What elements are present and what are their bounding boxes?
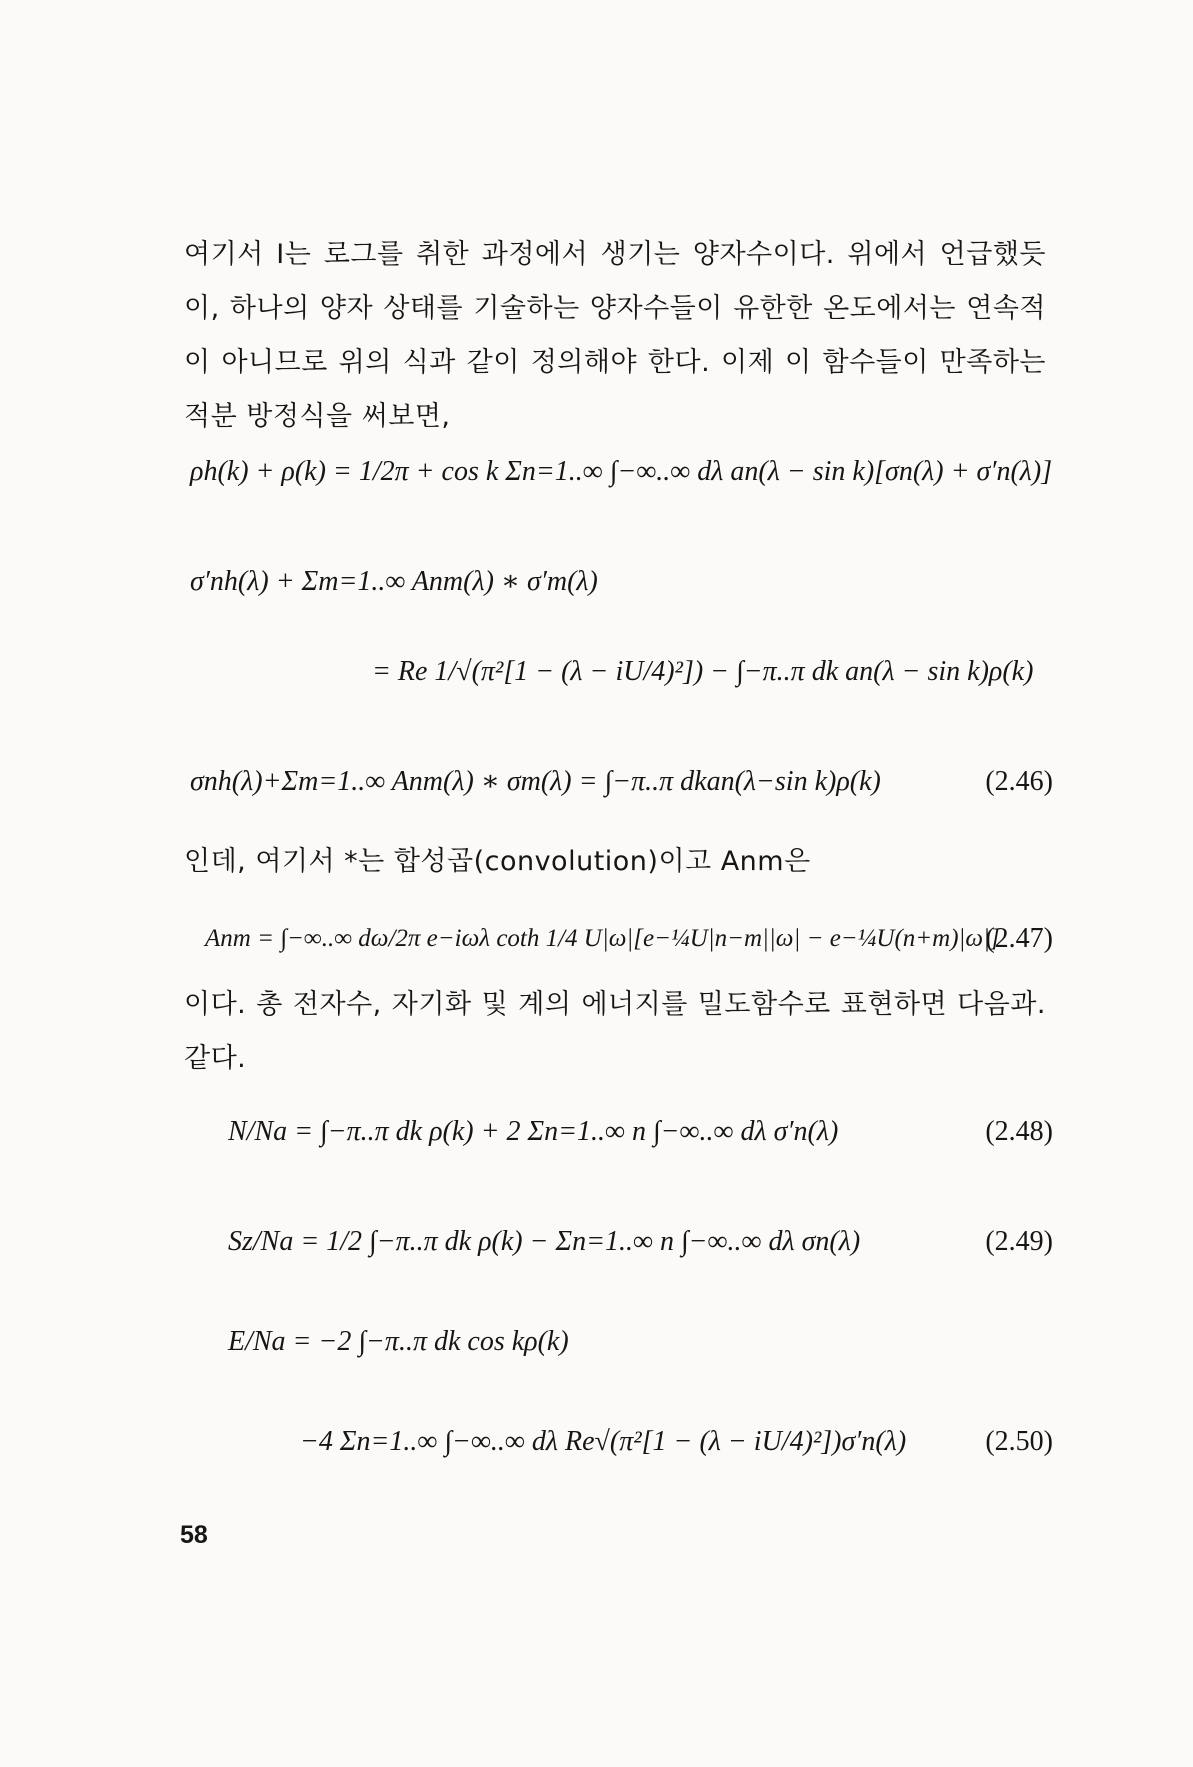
- equation-energy-first: [0, 1300, 1193, 1390]
- equation-text: −4 Σn=1..∞ ∫−∞..∞ dλ Re√(π²[1 − (λ − iU/4)²])σ′n(λ): [300, 1426, 907, 1457]
- equation-text: σ′nh(λ) + Σm=1..∞ Anm(λ) ∗ σ′m(λ): [190, 566, 598, 597]
- equation-text: E/Na = −2 ∫−π..π dk cos kρ(k): [228, 1326, 569, 1357]
- equation-text: = Re 1/√(π²[1 − (λ − iU/4)²]) − ∫−π..π dk an(λ − sin k)ρ(k): [372, 656, 1034, 687]
- equation-2-46: [0, 740, 1193, 830]
- equation-text: σnh(λ)+Σm=1..∞ Anm(λ) ∗ σm(λ) = ∫−π..π dkan(λ−sin k)ρ(k): [190, 766, 881, 797]
- equation-number: (2.49): [985, 1226, 1053, 1257]
- equation-2-47: [0, 895, 1193, 985]
- equation-rho: [0, 430, 1193, 520]
- equation-2-49: [0, 1200, 1193, 1290]
- paragraph-convolution: 인데, 여기서 *는 합성곱(convolution)이고 Anm은: [184, 846, 811, 877]
- equation-text: Anm = ∫−∞..∞ dω/2π e−iωλ coth 1/4 U|ω|[e−¼U|n−m||ω| − e−¼U(n+m)|ω|]: [205, 925, 1000, 952]
- equation-text: Sz/Na = 1/2 ∫−π..π dk ρ(k) − Σn=1..∞ n ∫−∞..∞ dλ σn(λ): [228, 1226, 861, 1257]
- equation-number: (2.46): [985, 766, 1053, 797]
- paragraph-intro: 여기서 I는 로그를 취한 과정에서 생기는 양자수이다. 위에서 언급했듯이, 하나의 양자 상태를 기술하는 양자수들이 유한한 온도에서는 연속적이 아니므로 위의 식과 같이 정의해야 한다. 이제 이 함수들이 만족하는 적분 방정식을 써보면,: [184, 239, 1046, 432]
- equation-2-48: [0, 1090, 1193, 1180]
- equation-sigma-prime-rhs: [0, 630, 1193, 720]
- equation-number: (2.47): [985, 923, 1053, 954]
- paragraph-density: 이다. 총 전자수, 자기화 및 계의 에너지를 밀도함수로 표현하면 다음과.같다.: [184, 989, 1046, 1074]
- equation-2-50: [0, 1400, 1193, 1490]
- equation-text: N/Na = ∫−π..π dk ρ(k) + 2 Σn=1..∞ n ∫−∞..∞ dλ σ′n(λ): [228, 1116, 839, 1147]
- page-number: 58: [180, 1521, 208, 1549]
- equation-number: (2.50): [985, 1426, 1053, 1457]
- equation-number: (2.48): [985, 1116, 1053, 1147]
- equation-text: ρh(k) + ρ(k) = 1/2π + cos k Σn=1..∞ ∫−∞..∞ dλ an(λ − sin k)[σn(λ) + σ′n(λ)]: [190, 456, 1053, 487]
- equation-sigma-prime-lhs: [0, 540, 1193, 630]
